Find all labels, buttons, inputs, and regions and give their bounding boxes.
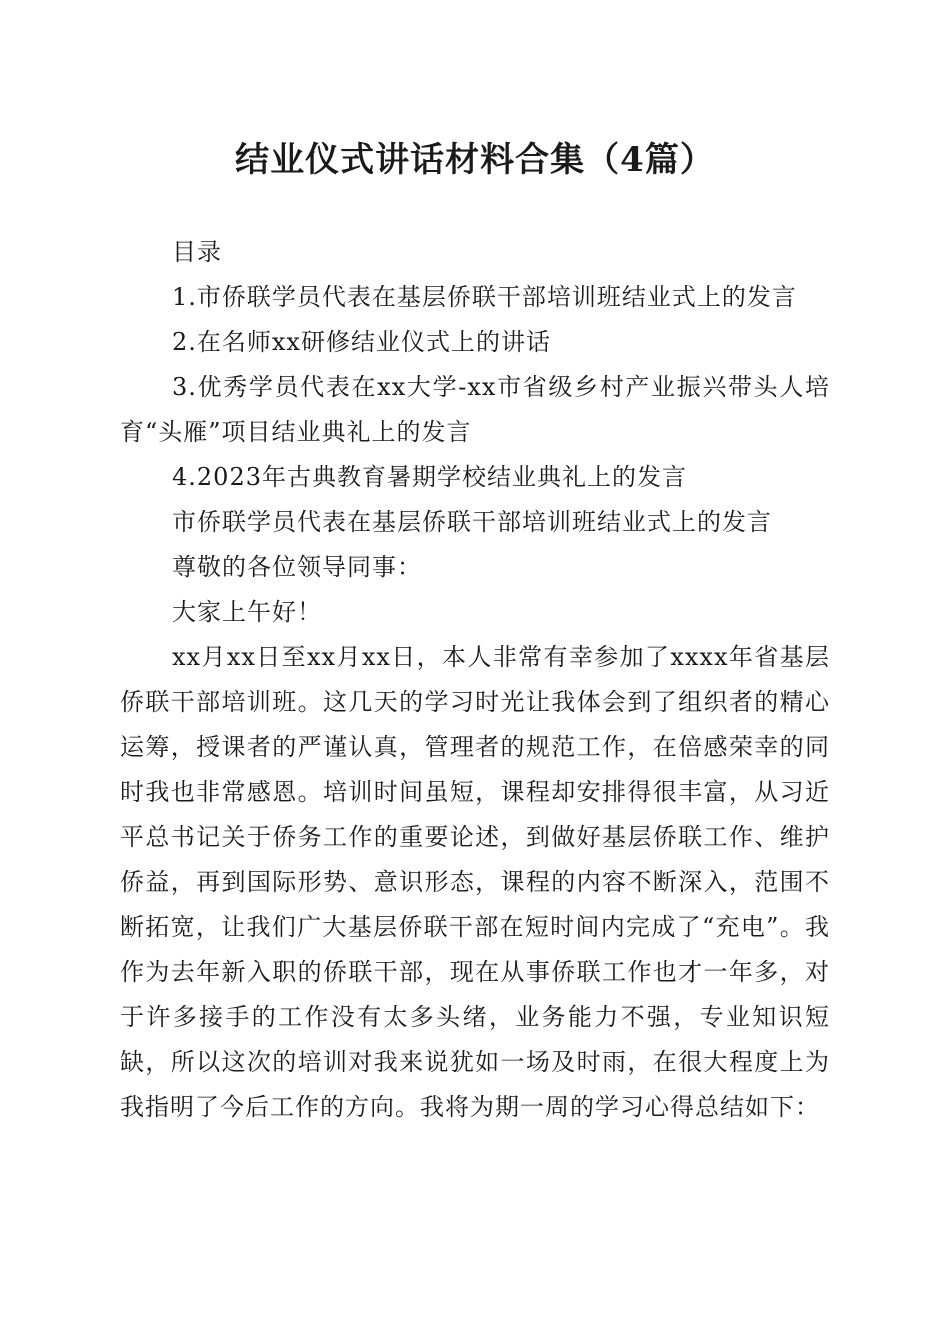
document-title: 结业仪式讲话材料合集（4篇） <box>235 140 715 180</box>
toc-item-3: 3.优秀学员代表在xx大学-xx市省级乡村产业振兴带头人培育“头雁”项目结业典礼上的发言 <box>120 373 830 446</box>
speech-paragraph: xx月xx日至xx月xx日，本人非常有幸参加了xxxx年省基层侨联干部培训班。这几天的学习时光让我体会到了组织者的精心运筹，授课者的严谨认真，管理者的规范工作，在倍感荣幸的同时我也非常感恩。培训时间虽短，课程却安排得很丰富，从习近平总书记关于侨务工作的重要论述，到做好基层侨联工作、维护侨益，再到国际形势、意识形态，课程的内容不断深入，范围不断拓宽，让我们广大基层侨联干部在短时间内完成了“充电”。我作为去年新入职的侨联干部，现在从事侨联工作也才一年多，对于许多接手的工作没有太多头绪，业务能力不强，专业知识短缺，所以这次的培训对我来说犹如一场及时雨，在很大程度上为我指明了今后工作的方向。我将为期一周的学习心得总结如下： <box>120 643 830 1121</box>
toc-item-1: 1.市侨联学员代表在基层侨联干部培训班结业式上的发言 <box>172 283 797 311</box>
speech-salutation: 尊敬的各位领导同事： <box>172 553 422 581</box>
toc-item-4: 4.2023年古典教育暑期学校结业典礼上的发言 <box>172 463 687 491</box>
speech-title: 市侨联学员代表在基层侨联干部培训班结业式上的发言 <box>172 508 772 536</box>
speech-greeting: 大家上午好！ <box>172 598 322 626</box>
toc-heading: 目录 <box>172 238 222 266</box>
document-body <box>120 230 830 1130</box>
toc-item-2: 2.在名师xx研修结业仪式上的讲话 <box>172 328 551 356</box>
